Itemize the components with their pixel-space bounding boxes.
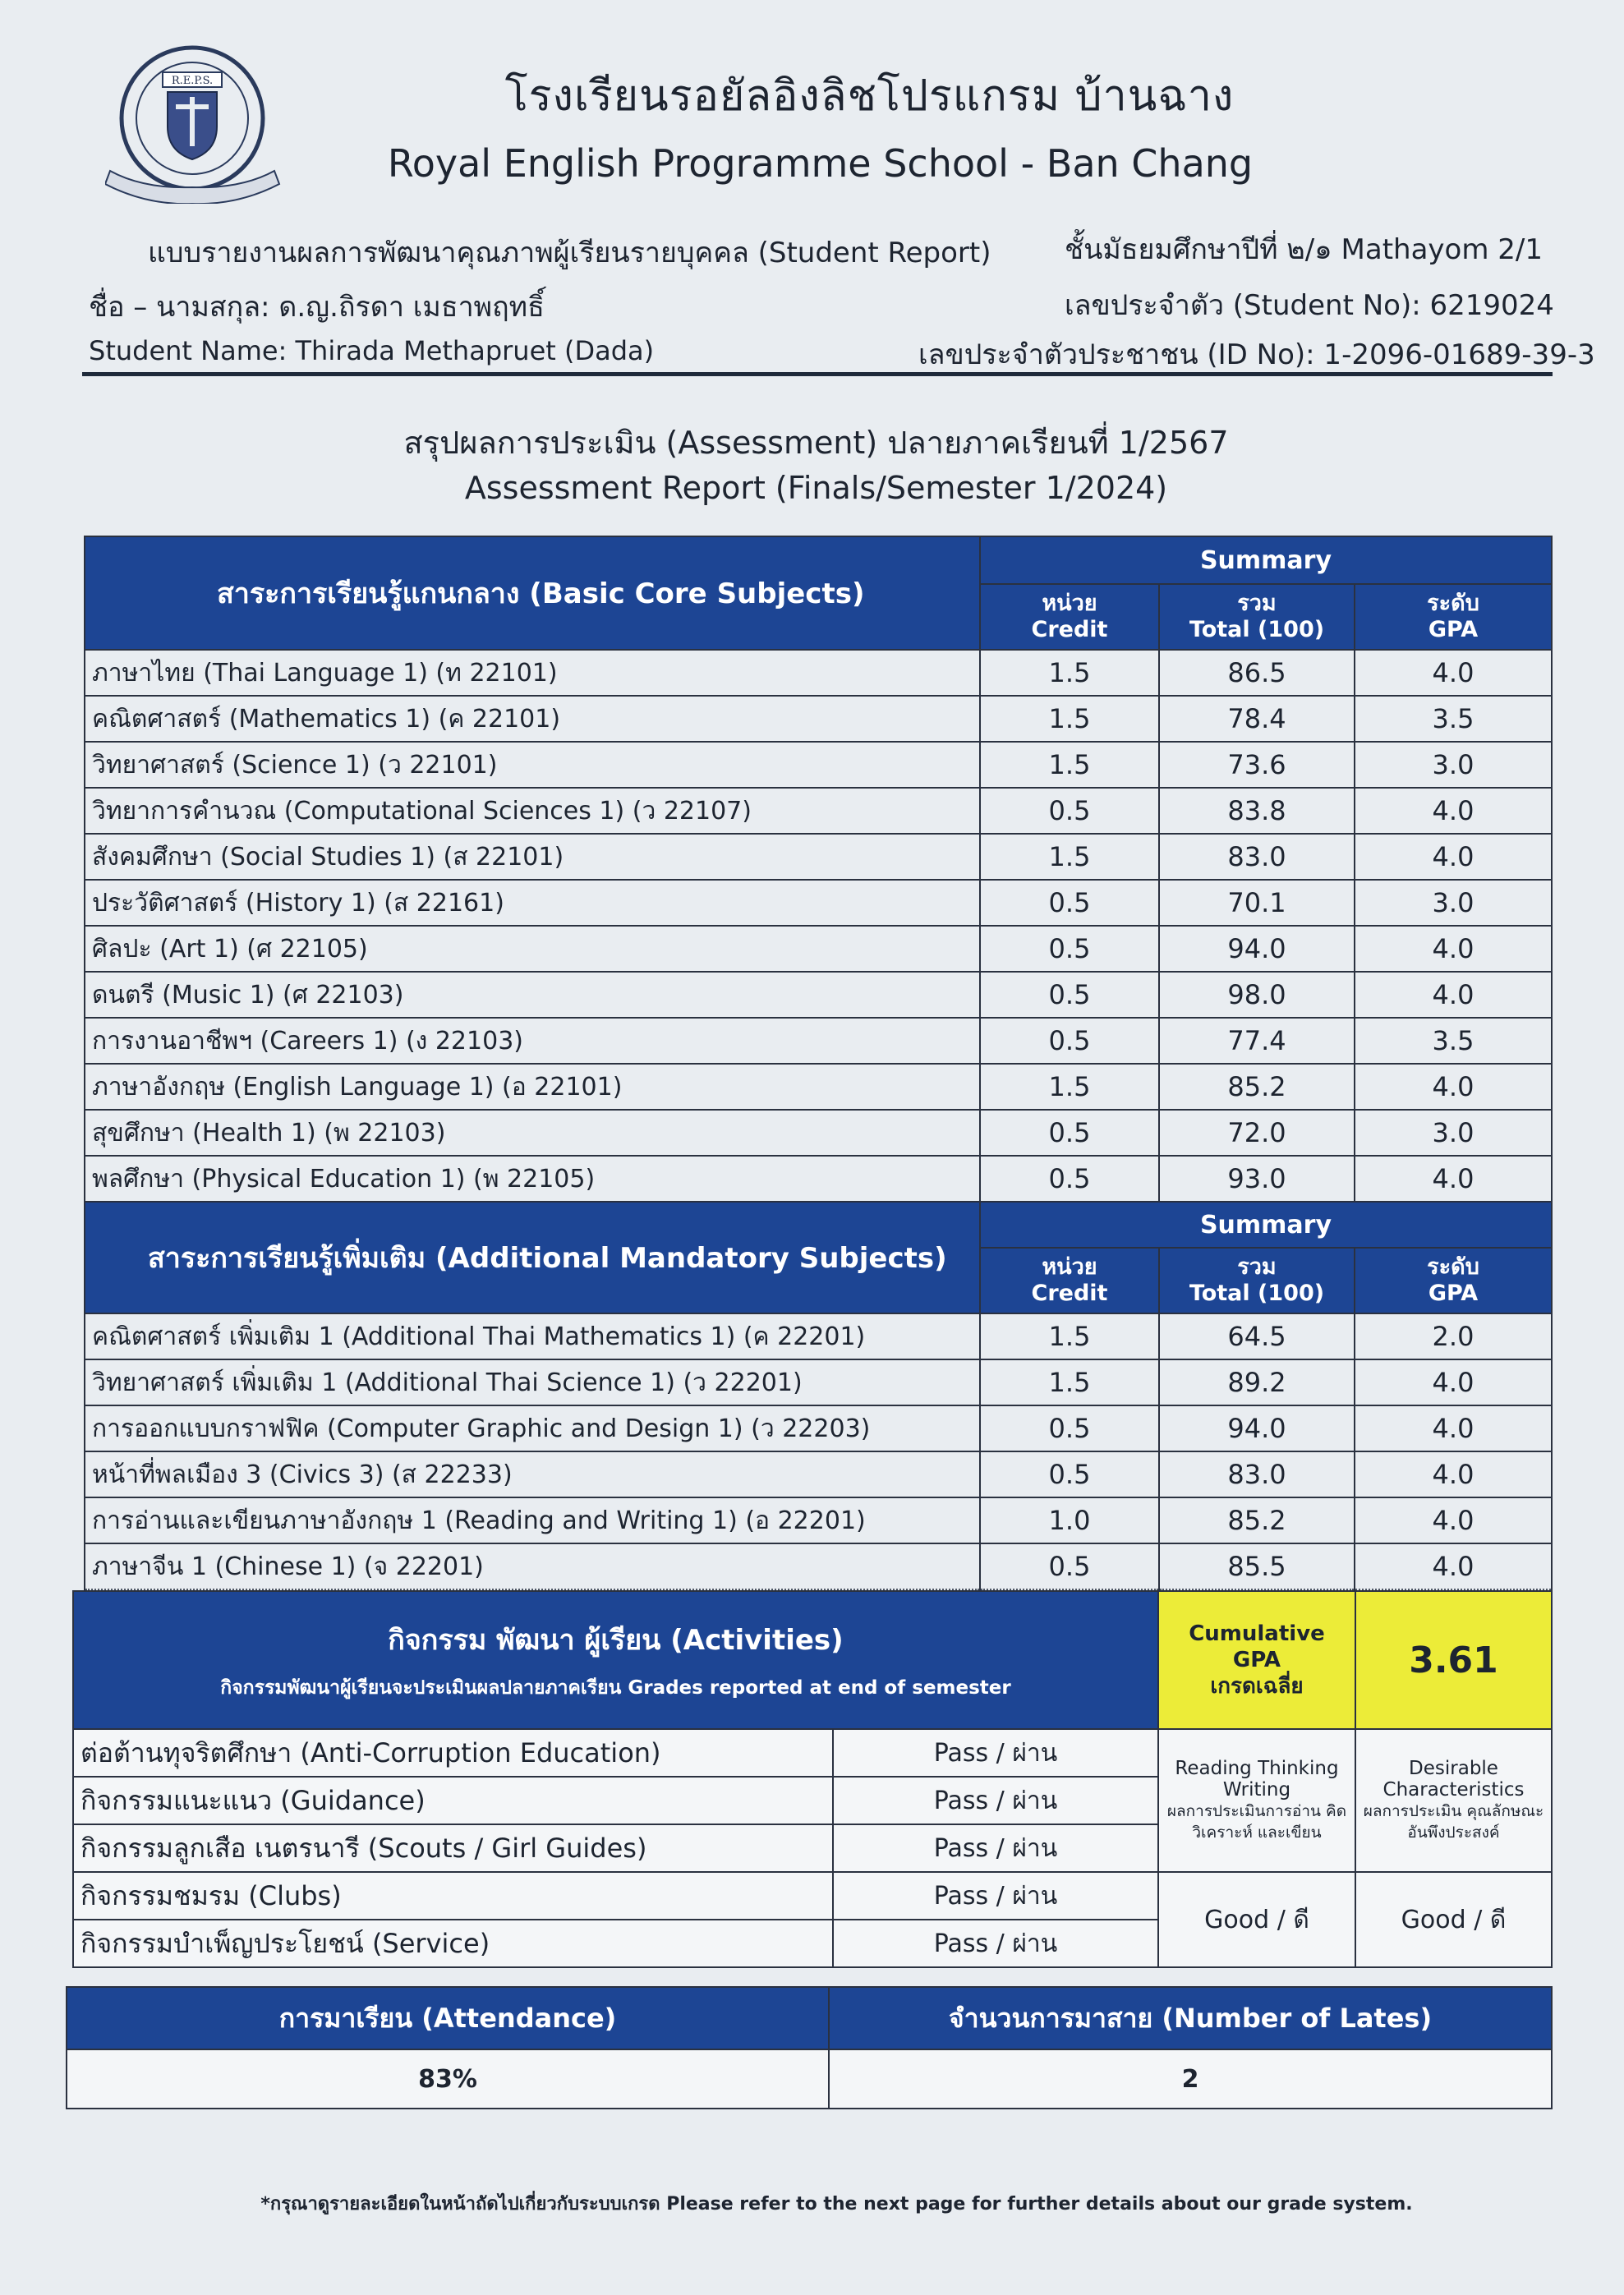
table-row [85,834,1552,880]
gpa-cell: 4.0 [1355,834,1552,880]
student-name-english: Student Name: Thirada Methapruet (Dada) [89,335,655,366]
activities-heading: กิจกรรม พัฒนา ผู้เรียน (Activities) [388,1624,844,1657]
activities-table [72,1590,1553,1968]
gpa-cell: 3.5 [1355,1018,1552,1064]
gpa-cell: 4.0 [1355,788,1552,834]
subject-cell: หน้าที่พลเมือง 3 (Civics 3) (ส 22233) [85,1451,980,1497]
activity-name: กิจกรรมบำเพ็ญประโยชน์ (Service) [73,1920,833,1967]
footer-note: *กรุณาดูรายละเอียดในหน้าถัดไปเกี่ยวกับระบบเกรด Please refer to the next page for further details about our grade system. [260,2194,1413,2215]
credit-cell: 1.5 [980,1064,1159,1110]
table-row [85,1359,1552,1405]
additional-total-header: รวม Total (100) [1159,1248,1355,1313]
subject-cell: การงานอาชีพฯ (Careers 1) (ง 22103) [85,1018,980,1064]
gpa-cell: 4.0 [1355,1064,1552,1110]
total-cell: 85.5 [1159,1543,1355,1589]
attendance-value: 83% [67,2049,829,2109]
lates-label: จำนวนการมาสาย (Number of Lates) [829,1987,1552,2049]
subject-cell: พลศึกษา (Physical Education 1) (พ 22105) [85,1156,980,1202]
activity-result: Pass / ผ่าน [833,1872,1158,1920]
cumulative-gpa-label: Cumulative GPA เกรดเฉลี่ย [1158,1591,1355,1729]
gpa-cell: 4.0 [1355,972,1552,1018]
credit-cell: 0.5 [980,788,1159,834]
table-row [85,1110,1552,1156]
total-cell: 64.5 [1159,1313,1355,1359]
attendance-table [66,1986,1553,2109]
credit-cell: 0.5 [980,1543,1159,1589]
subject-cell: สุขศึกษา (Health 1) (พ 22103) [85,1110,980,1156]
activity-row [73,1729,1552,1777]
table-row [85,1018,1552,1064]
core-gpa-header: ระดับ GPA [1355,584,1552,650]
class-label: ชั้นมัธยมศึกษาปีที่ ๒/๑ Mathayom 2/1 [1065,233,1543,266]
total-cell: 85.2 [1159,1497,1355,1543]
subject-cell: ภาษาไทย (Thai Language 1) (ท 22101) [85,650,980,696]
gpa-cell: 3.0 [1355,742,1552,788]
core-total-header: รวม Total (100) [1159,584,1355,650]
cumulative-gpa-value: 3.61 [1355,1591,1552,1729]
credit-cell: 0.5 [980,972,1159,1018]
table-row [85,742,1552,788]
total-cell: 98.0 [1159,972,1355,1018]
gpa-cell: 3.5 [1355,696,1552,742]
credit-cell: 1.5 [980,1313,1159,1359]
subject-cell: วิทยาการคำนวณ (Computational Sciences 1) (ว 22107) [85,788,980,834]
gpa-cell: 4.0 [1355,1405,1552,1451]
lates-value: 2 [829,2049,1552,2109]
table-row [85,1156,1552,1202]
gpa-cell: 4.0 [1355,1451,1552,1497]
activity-result: Pass / ผ่าน [833,1729,1158,1777]
total-cell: 85.2 [1159,1064,1355,1110]
dc-label: Desirable Characteristics ผลการประเมิน คุณลักษณะอันพึงประสงค์ [1355,1729,1552,1872]
total-cell: 78.4 [1159,696,1355,742]
activity-result: Pass / ผ่าน [833,1777,1158,1824]
subject-cell: วิทยาศาสตร์ เพิ่มเติม 1 (Additional Thai Science 1) (ว 22201) [85,1359,980,1405]
subject-cell: สังคมศึกษา (Social Studies 1) (ส 22101) [85,834,980,880]
credit-cell: 0.5 [980,1405,1159,1451]
total-cell: 94.0 [1159,1405,1355,1451]
table-row [85,972,1552,1018]
gpa-cell: 4.0 [1355,1543,1552,1589]
gpa-cell: 4.0 [1355,1156,1552,1202]
additional-summary-label: Summary [980,1202,1552,1248]
total-cell: 86.5 [1159,650,1355,696]
table-row [85,1497,1552,1543]
student-name-thai: ชื่อ – นามสกุล: ด.ญ.ถิรดา เมธาพฤทธิ์ [89,291,545,324]
credit-cell: 0.5 [980,880,1159,926]
rtw-value: Good / ดี [1158,1872,1355,1967]
rtw-label: Reading Thinking Writing ผลการประเมินการอ่าน คิดวิเคราะห์ และเขียน [1158,1729,1355,1872]
subject-cell: การอ่านและเขียนภาษาอังกฤษ 1 (Reading and Writing 1) (อ 22201) [85,1497,980,1543]
table-row [85,1451,1552,1497]
additional-subjects-table [84,1201,1553,1590]
gpa-cell: 3.0 [1355,880,1552,926]
activity-row [73,1872,1552,1920]
table-row [85,926,1552,972]
core-heading: สาระการเรียนรู้แกนกลาง (Basic Core Subjects) [85,536,980,650]
credit-cell: 1.0 [980,1497,1159,1543]
total-cell: 83.0 [1159,834,1355,880]
student-number: เลขประจำตัว (Student No): 6219024 [1065,289,1554,322]
subject-cell: ภาษาจีน 1 (Chinese 1) (จ 22201) [85,1543,980,1589]
total-cell: 83.8 [1159,788,1355,834]
gpa-cell: 4.0 [1355,1359,1552,1405]
activities-header [73,1591,1158,1729]
gpa-cell: 2.0 [1355,1313,1552,1359]
id-number: เลขประจำตัวประชาชน (ID No): 1-2096-01689-39-3 [918,338,1595,371]
table-row [85,1313,1552,1359]
credit-cell: 1.5 [980,650,1159,696]
total-cell: 77.4 [1159,1018,1355,1064]
subject-cell: ศิลปะ (Art 1) (ศ 22105) [85,926,980,972]
dc-value: Good / ดี [1355,1872,1552,1967]
credit-cell: 0.5 [980,1156,1159,1202]
additional-credit-header: หน่วย Credit [980,1248,1159,1313]
credit-cell: 1.5 [980,742,1159,788]
credit-cell: 0.5 [980,926,1159,972]
table-row [85,788,1552,834]
total-cell: 72.0 [1159,1110,1355,1156]
header-divider [82,372,1553,376]
school-name-english: Royal English Programme School - Ban Chang [387,141,1254,186]
gpa-cell: 4.0 [1355,650,1552,696]
subject-cell: คณิตศาสตร์ เพิ่มเติม 1 (Additional Thai Mathematics 1) (ค 22201) [85,1313,980,1359]
activity-name: กิจกรรมลูกเสือ เนตรนารี (Scouts / Girl Guides) [73,1824,833,1872]
credit-cell: 0.5 [980,1451,1159,1497]
subject-cell: ภาษาอังกฤษ (English Language 1) (อ 22101) [85,1064,980,1110]
assessment-title-thai: สรุปผลการประเมิน (Assessment) ปลายภาคเรียนที่ 1/2567 [403,425,1229,461]
credit-cell: 1.5 [980,696,1159,742]
subject-cell: วิทยาศาสตร์ (Science 1) (ว 22101) [85,742,980,788]
credit-cell: 1.5 [980,834,1159,880]
additional-heading: สาระการเรียนรู้เพิ่มเติม (Additional Mandatory Subjects) [85,1202,980,1313]
attendance-label: การมาเรียน (Attendance) [67,1987,829,2049]
credit-cell: 1.5 [980,1359,1159,1405]
credit-cell: 0.5 [980,1018,1159,1064]
total-cell: 93.0 [1159,1156,1355,1202]
total-cell: 89.2 [1159,1359,1355,1405]
table-row [85,1405,1552,1451]
activity-result: Pass / ผ่าน [833,1824,1158,1872]
total-cell: 94.0 [1159,926,1355,972]
table-row [85,880,1552,926]
core-credit-header: หน่วย Credit [980,584,1159,650]
logo-text: R.E.P.S. [171,75,214,87]
activity-result: Pass / ผ่าน [833,1920,1158,1967]
additional-gpa-header: ระดับ GPA [1355,1248,1552,1313]
credit-cell: 0.5 [980,1110,1159,1156]
table-row [85,1064,1552,1110]
total-cell: 73.6 [1159,742,1355,788]
school-name-thai: โรงเรียนรอยัลอิงลิชโปรแกรม บ้านฉาง [504,71,1235,121]
activity-name: กิจกรรมชมรม (Clubs) [73,1872,833,1920]
core-subjects-table [84,536,1553,1203]
table-row [85,1543,1552,1589]
table-row [85,650,1552,696]
table-row [85,696,1552,742]
assessment-title-english: Assessment Report (Finals/Semester 1/2024) [464,470,1168,506]
subject-cell: ประวัติศาสตร์ (History 1) (ส 22161) [85,880,980,926]
report-label: แบบรายงานผลการพัฒนาคุณภาพผู้เรียนรายบุคคล (Student Report) [148,237,991,269]
activity-name: กิจกรรมแนะแนว (Guidance) [73,1777,833,1824]
total-cell: 83.0 [1159,1451,1355,1497]
subject-cell: ดนตรี (Music 1) (ศ 22103) [85,972,980,1018]
activity-name: ต่อต้านทุจริตศึกษา (Anti-Corruption Education) [73,1729,833,1777]
total-cell: 70.1 [1159,880,1355,926]
subject-cell: การออกแบบกราฟฟิค (Computer Graphic and Design 1) (ว 22203) [85,1405,980,1451]
subject-cell: คณิตศาสตร์ (Mathematics 1) (ค 22101) [85,696,980,742]
gpa-cell: 4.0 [1355,1497,1552,1543]
gpa-cell: 3.0 [1355,1110,1552,1156]
core-summary-label: Summary [980,536,1552,584]
gpa-cell: 4.0 [1355,926,1552,972]
activities-subheading: กิจกรรมพัฒนาผู้เรียนจะประเมินผลปลายภาคเรียน Grades reported at end of semester [220,1677,1011,1699]
